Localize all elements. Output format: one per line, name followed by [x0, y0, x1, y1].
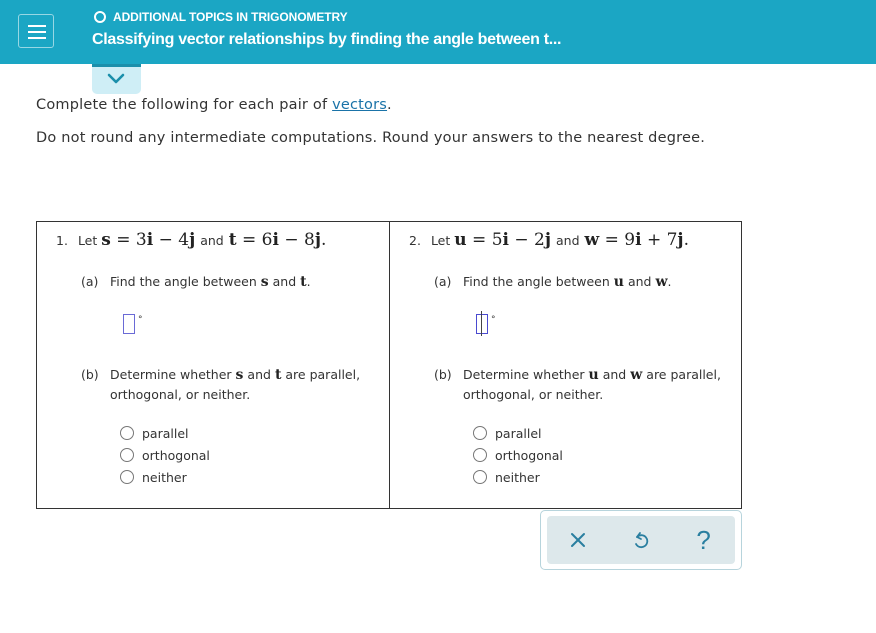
- vector-i-coef: = 9: [604, 230, 636, 250]
- angle-input[interactable]: [123, 314, 135, 334]
- part-b-text: Determine whether: [463, 367, 585, 382]
- degree-symbol: °: [491, 315, 496, 325]
- answer-actions: [540, 510, 742, 570]
- vector-name: s: [260, 274, 269, 290]
- option-parallel[interactable]: [473, 422, 563, 444]
- option-label: neither: [142, 469, 187, 485]
- option-label: orthogonal: [495, 447, 563, 463]
- option-label: parallel: [495, 425, 542, 441]
- undo-icon: [632, 530, 650, 550]
- page-title: Classifying vector relationships by finding the angle between t...: [92, 31, 562, 48]
- text-cursor: [481, 311, 482, 336]
- instruction-period: .: [387, 97, 392, 113]
- vector-equation-2: [229, 230, 327, 250]
- let-text: Let: [430, 233, 451, 248]
- option-neither[interactable]: [120, 466, 210, 488]
- part-b-text-line2: orthogonal, or neither.: [463, 387, 604, 402]
- vector-name: w: [655, 274, 668, 290]
- unit-i: i: [635, 230, 642, 250]
- part-a-period: .: [306, 274, 311, 289]
- part-b-text: are parallel,: [285, 367, 361, 382]
- vector-name: t: [300, 274, 307, 290]
- vector-j-coef: + 7: [646, 230, 678, 250]
- and-text: and: [247, 367, 271, 382]
- problem-statement: [56, 230, 326, 250]
- part-b-text-line2: orthogonal, or neither.: [110, 387, 251, 402]
- unit-i: i: [146, 230, 154, 250]
- let-text: Let: [77, 233, 98, 248]
- angle-answer-field: [476, 314, 496, 334]
- option-orthogonal[interactable]: [120, 444, 210, 466]
- and-text: and: [272, 274, 297, 289]
- problem-statement: [409, 230, 689, 250]
- vector-i-coef: = 5: [472, 230, 503, 250]
- vector-name: t: [228, 230, 237, 250]
- vector-name: u: [454, 230, 467, 250]
- option-label: parallel: [142, 425, 189, 441]
- help-icon: ?: [696, 524, 711, 555]
- relationship-options: [120, 422, 210, 488]
- vector-name: u: [588, 367, 599, 383]
- unit-j: j: [189, 230, 196, 250]
- angle-answer-field: [123, 314, 143, 334]
- statement-period: .: [320, 230, 327, 250]
- and-text: and: [200, 233, 224, 248]
- instruction-line-1: [36, 97, 392, 113]
- part-b-text: Determine whether: [110, 367, 232, 382]
- help-button[interactable]: [684, 520, 724, 560]
- problem-number: 2.: [409, 233, 421, 248]
- clear-button[interactable]: [558, 520, 598, 560]
- unit-j: j: [544, 230, 552, 250]
- vector-j-coef: − 2: [514, 230, 545, 250]
- part-a: [434, 272, 672, 292]
- part-b-label: (b): [81, 367, 99, 382]
- and-text: and: [602, 367, 627, 382]
- vector-i-coef: = 3: [116, 230, 147, 250]
- unit-i: i: [502, 230, 509, 250]
- undo-button[interactable]: [621, 520, 661, 560]
- option-orthogonal[interactable]: [473, 444, 563, 466]
- and-text: and: [556, 233, 580, 248]
- expand-header-button[interactable]: [92, 64, 141, 94]
- angle-input[interactable]: [476, 314, 488, 334]
- close-icon: [570, 532, 586, 548]
- part-b-label: (b): [434, 367, 452, 382]
- top-header: [0, 0, 876, 64]
- vector-j-coef: − 4: [158, 230, 190, 250]
- problems-table: [36, 221, 742, 509]
- option-parallel[interactable]: [120, 422, 210, 444]
- unit-i: i: [272, 230, 279, 250]
- chevron-down-icon: [107, 73, 125, 85]
- vector-equation-1: [454, 230, 551, 250]
- relationship-options: [473, 422, 563, 488]
- vector-equation-1: [101, 230, 195, 250]
- part-b: [434, 365, 734, 404]
- radio-button[interactable]: [473, 426, 487, 440]
- radio-button[interactable]: [473, 448, 487, 462]
- vector-j-coef: − 8: [284, 230, 315, 250]
- part-b-text: are parallel,: [646, 367, 721, 382]
- radio-button[interactable]: [120, 470, 134, 484]
- vector-i-coef: = 6: [242, 230, 273, 250]
- instruction-line-2: Do not round any intermediate computations. Round your answers to the nearest degree.: [36, 130, 706, 146]
- part-a-label: (a): [434, 274, 452, 289]
- radio-button[interactable]: [120, 426, 134, 440]
- part-a-text: Find the angle between: [110, 274, 257, 289]
- degree-symbol: °: [138, 315, 143, 325]
- instruction-text: Complete the following for each pair of: [36, 97, 333, 113]
- vector-name: s: [235, 367, 244, 383]
- part-a: [81, 272, 311, 292]
- unit-j: j: [677, 230, 684, 250]
- part-a-period: .: [667, 274, 672, 289]
- statement-period: .: [683, 230, 689, 250]
- option-label: orthogonal: [142, 447, 210, 463]
- problem-number: 1.: [56, 233, 68, 248]
- hamburger-menu-icon[interactable]: [18, 14, 54, 48]
- radio-button[interactable]: [473, 470, 487, 484]
- problem-2: [389, 222, 741, 508]
- option-label: neither: [495, 469, 540, 485]
- action-bar: [547, 516, 735, 564]
- option-neither[interactable]: [473, 466, 563, 488]
- vector-equation-2: [585, 230, 689, 250]
- vector-name: t: [274, 367, 282, 383]
- vector-name: u: [613, 274, 624, 290]
- part-a-text: Find the angle between: [463, 274, 610, 289]
- part-a-label: (a): [81, 274, 99, 289]
- unit-j: j: [314, 230, 321, 250]
- topic-breadcrumb: [94, 10, 348, 24]
- vector-name: s: [101, 230, 111, 250]
- topic-label: ADDITIONAL TOPICS IN TRIGONOMETRY: [113, 10, 348, 24]
- vector-name: w: [584, 230, 600, 250]
- and-text: and: [627, 274, 652, 289]
- problem-1: [37, 222, 389, 508]
- vectors-link[interactable]: vectors: [332, 97, 388, 113]
- part-b: [81, 365, 381, 404]
- vector-name: w: [630, 367, 643, 383]
- circle-icon: [94, 11, 106, 23]
- radio-button[interactable]: [120, 448, 134, 462]
